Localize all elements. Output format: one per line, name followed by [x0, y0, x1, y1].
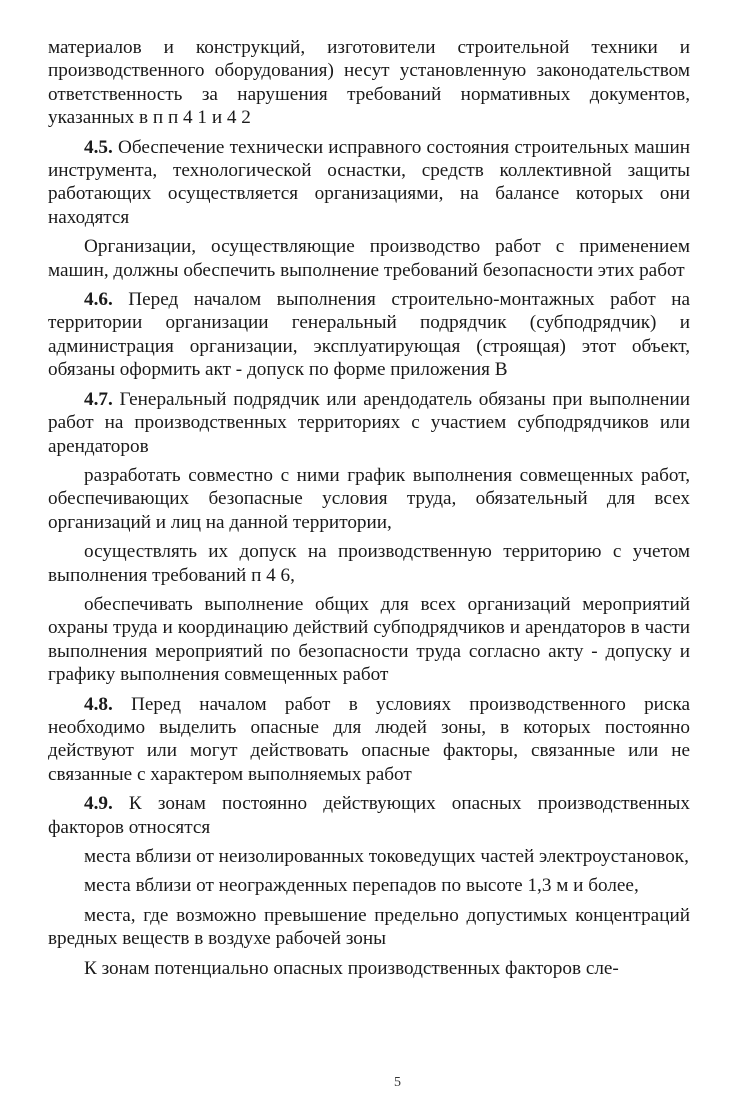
clause-number: 4.9.: [84, 793, 113, 815]
list-item: [48, 845, 690, 868]
paragraph-text: материалов и конструкций, изготовители строительной техники и производственного оборудования) несут установленную законодательством ответственность за нарушения требований нормативных документов, указанных в п п 4 1 и 4 2: [48, 37, 690, 129]
paragraph-text: осуществлять их допуск на производственную территорию с учетом выполнения требований п 4 6,: [48, 541, 690, 586]
paragraph-4-8: [48, 693, 690, 787]
paragraph-text: Перед началом выполнения строительно-монтажных работ на территории организации генеральный подрядчик (субподрядчик) и администрация организации, эксплуатирующая (строящая) этот объект, обязаны оформить акт - допуск по форме приложения В: [48, 289, 690, 381]
paragraph-text: К зонам потенциально опасных производственных факторов сле-: [84, 957, 619, 979]
clause-number: 4.8.: [84, 693, 113, 715]
paragraph-text: места вблизи от неизолированных токоведущих частей электроустановок,: [84, 846, 689, 867]
paragraph-text: разработать совместно с ними график выполнения совмещенных работ, обеспечивающих безопасные условия труда, обязательный для всех организаций и лиц на данной территории,: [48, 464, 690, 533]
list-item: [48, 464, 690, 534]
paragraph-4-9: [48, 792, 690, 839]
paragraph-text: обеспечивать выполнение общих для всех организаций мероприятий охраны труда и координацию действий субподрядчиков и арендаторов в части выполнения мероприятий по безопасности труда согласно акту - допуску и графику выполнения совмещенных работ: [48, 593, 690, 686]
paragraph-4-5: [48, 136, 690, 230]
list-item: [48, 874, 690, 897]
paragraph-text: Обеспечение технически исправного состояния строительных машин инструмента, технологической оснастки, средств коллективной защиты работающих осуществляется организациями, на балансе которых они находятся: [48, 136, 691, 228]
paragraph-text: Организации, осуществляющие производство работ с применением машин, должны обеспечить выполнение требований безопасности этих работ: [48, 236, 690, 281]
clause-number: 4.7.: [84, 388, 113, 410]
list-item: [48, 540, 690, 587]
paragraph-4-7: [48, 388, 690, 458]
paragraph: [48, 235, 690, 282]
paragraph-text: Генеральный подрядчик или арендодатель обязаны при выполнении работ на производственных территориях с участием субподрядчиков или арендаторов: [48, 388, 690, 457]
paragraph-text: Перед началом работ в условиях производственного риска необходимо выделить опасные для людей зоны, в которых постоянно действуют или могут действовать опасные факторы, связанные или не связанные с характером выполняемых работ: [48, 693, 691, 785]
paragraph-text: места, где возможно превышение предельно допустимых концентраций вредных веществ в воздухе рабочей зоны: [48, 904, 690, 950]
page-number: 5: [394, 1075, 401, 1090]
clause-number: 4.5.: [84, 136, 113, 158]
paragraph: [48, 957, 690, 980]
paragraph: [48, 36, 690, 130]
clause-number: 4.6.: [84, 289, 113, 311]
paragraph-4-6: [48, 288, 690, 382]
paragraph-text: К зонам постоянно действующих опасных производственных факторов относятся: [48, 793, 691, 838]
list-item: [48, 593, 690, 687]
paragraph-text: места вблизи от неогражденных перепадов по высоте 1,3 м и более,: [84, 875, 639, 897]
list-item: [48, 904, 690, 951]
document-body: [48, 36, 690, 986]
